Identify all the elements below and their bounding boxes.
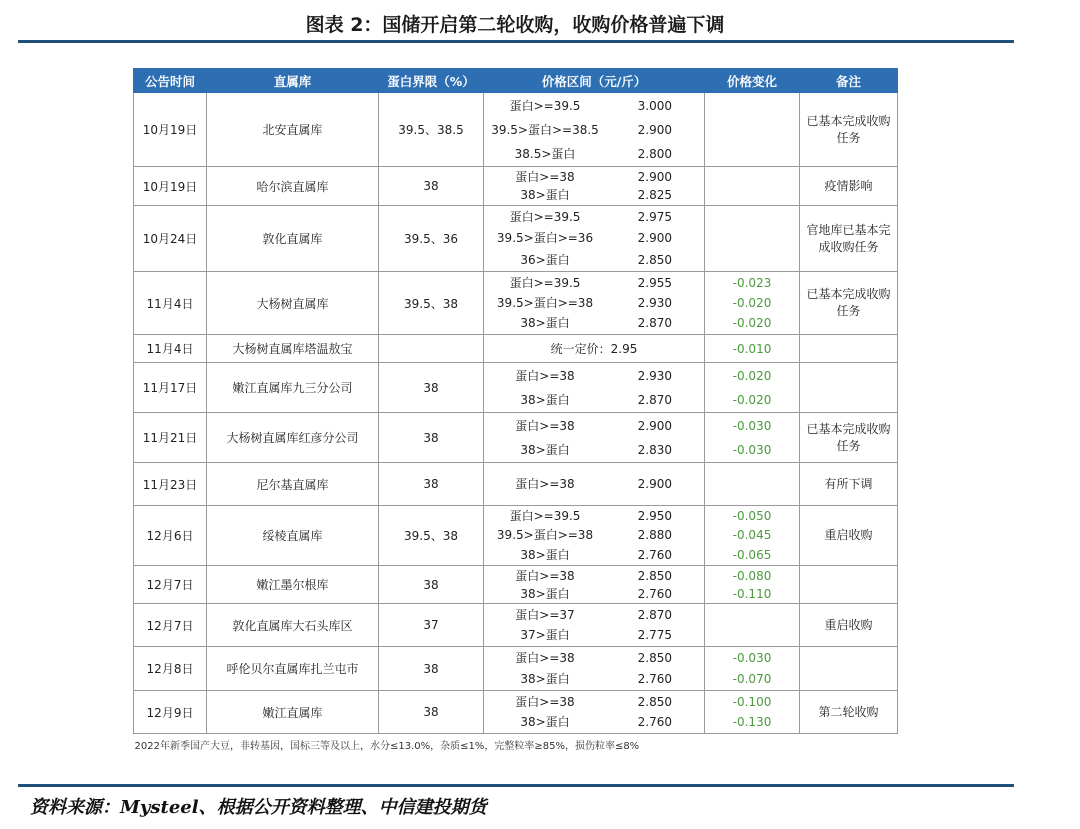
price-value: 2.955 <box>637 275 672 290</box>
cell-date: 11月17日 <box>134 363 207 413</box>
top-rule <box>18 40 1014 43</box>
cell-depot: 嫩江直属库 <box>207 691 379 734</box>
cell-price-change <box>705 566 800 604</box>
cell-depot: 尼尔基直属库 <box>207 463 379 506</box>
price-change-value: -0.030 <box>732 651 772 665</box>
cell-note: 第二轮收购 <box>800 691 898 734</box>
cell-date: 12月9日 <box>134 691 207 734</box>
footnote-row <box>134 734 898 756</box>
price-value: 2.850 <box>637 651 672 665</box>
cell-price-change <box>705 506 800 566</box>
table-row <box>134 93 898 167</box>
cell-price-range <box>484 272 705 335</box>
cell-protein: 38 <box>379 566 484 604</box>
cell-depot: 北安直属库 <box>207 93 379 167</box>
price-value: 2.900 <box>637 418 672 433</box>
cell-price-range <box>484 463 705 506</box>
cell-note <box>800 566 898 604</box>
price-condition: 39.5>蛋白>=38 <box>496 528 594 543</box>
price-change-value: -0.020 <box>732 295 772 310</box>
price-condition: 39.5>蛋白>=38 <box>496 295 594 310</box>
table-row <box>134 206 898 272</box>
price-value: 2.880 <box>637 528 672 543</box>
cell-protein: 38 <box>379 463 484 506</box>
cell-price-change <box>705 335 800 363</box>
price-condition: 蛋白>=38 <box>515 169 575 184</box>
cell-protein: 39.5、36 <box>379 206 484 272</box>
cell-price-change <box>705 413 800 463</box>
bottom-rule <box>18 784 1014 787</box>
cell-price-range <box>484 335 705 363</box>
header-note: 备注 <box>800 69 898 93</box>
price-value: 2.900 <box>637 477 672 491</box>
cell-price-change <box>705 691 800 734</box>
cell-date: 12月6日 <box>134 506 207 566</box>
cell-date: 11月4日 <box>134 272 207 335</box>
price-change-value: -0.050 <box>732 509 772 524</box>
price-value: 2.850 <box>637 252 672 267</box>
price-change-value: -0.065 <box>732 547 772 562</box>
price-change-value: -0.100 <box>732 694 772 709</box>
price-condition: 38.5>蛋白 <box>514 146 576 161</box>
price-condition: 38>蛋白 <box>520 672 570 686</box>
price-condition: 38>蛋白 <box>520 188 570 203</box>
price-condition: 39.5>蛋白>=38.5 <box>491 122 599 137</box>
cell-protein: 38 <box>379 167 484 206</box>
price-change-value: -0.045 <box>732 528 772 543</box>
price-condition: 蛋白>=38 <box>515 477 575 491</box>
figure-title: 图表 2：国储开启第二轮收购，收购价格普遍下调 <box>305 14 725 36</box>
cell-protein <box>379 335 484 363</box>
price-value: 2.900 <box>637 122 672 137</box>
price-change-value: -0.070 <box>732 672 772 686</box>
price-change-value: -0.023 <box>732 275 772 290</box>
cell-note: 已基本完成收购任务 <box>800 272 898 335</box>
cell-depot: 绥棱直属库 <box>207 506 379 566</box>
table-body <box>134 93 898 734</box>
price-condition: 蛋白>=39.5 <box>509 210 581 225</box>
cell-protein: 39.5、38 <box>379 506 484 566</box>
cell-protein: 38 <box>379 691 484 734</box>
price-condition: 36>蛋白 <box>520 252 570 267</box>
cell-price-range <box>484 93 705 167</box>
price-condition: 蛋白>=38 <box>515 694 575 709</box>
price-condition: 38>蛋白 <box>520 715 570 730</box>
cell-date: 12月7日 <box>134 604 207 647</box>
cell-note: 已基本完成收购任务 <box>800 413 898 463</box>
price-value: 2.900 <box>637 169 672 184</box>
cell-price-change <box>705 93 800 167</box>
price-condition: 蛋白>=38 <box>515 568 575 583</box>
cell-date: 10月24日 <box>134 206 207 272</box>
cell-price-change <box>705 647 800 691</box>
price-value: 2.870 <box>637 607 672 622</box>
cell-depot: 敦化直属库 <box>207 206 379 272</box>
cell-protein: 38 <box>379 363 484 413</box>
cell-note: 疫情影响 <box>800 167 898 206</box>
price-value: 2.830 <box>637 442 672 457</box>
price-value: 2.950 <box>637 509 672 524</box>
cell-price-range <box>484 167 705 206</box>
cell-depot: 大杨树直属库 <box>207 272 379 335</box>
header-protein: 蛋白界限（%） <box>379 69 484 93</box>
price-change-value: -0.030 <box>732 418 772 433</box>
cell-date: 11月21日 <box>134 413 207 463</box>
cell-date: 11月4日 <box>134 335 207 363</box>
price-condition: 蛋白>=39.5 <box>509 98 581 113</box>
price-condition: 蛋白>=38 <box>515 651 575 665</box>
purchase-table-wrap <box>133 68 897 755</box>
price-value: 2.930 <box>637 295 672 310</box>
price-change-value: -0.110 <box>732 586 772 601</box>
price-change-value: -0.080 <box>732 568 772 583</box>
price-condition: 38>蛋白 <box>520 442 570 457</box>
header-date: 公告时间 <box>134 69 207 93</box>
cell-date: 10月19日 <box>134 167 207 206</box>
table-row <box>134 363 898 413</box>
table-row <box>134 604 898 647</box>
cell-note <box>800 647 898 691</box>
purchase-table <box>133 68 898 755</box>
price-condition: 37>蛋白 <box>520 628 570 643</box>
price-value: 2.760 <box>637 547 672 562</box>
price-change-value: -0.020 <box>732 316 772 331</box>
price-value: 2.850 <box>637 694 672 709</box>
price-value: 2.850 <box>637 568 672 583</box>
footnote: 2022年新季国产大豆，非转基因，国标三等及以上，水分≤13.0%，杂质≤1%，完整粒率≥85%，损伤粒率≤8% <box>134 741 640 752</box>
cell-protein: 39.5、38 <box>379 272 484 335</box>
price-change-value: -0.020 <box>732 392 772 407</box>
cell-depot: 呼伦贝尔直属库扎兰屯市 <box>207 647 379 691</box>
cell-price-change <box>705 363 800 413</box>
table-row <box>134 463 898 506</box>
cell-depot: 大杨树直属库塔温敖宝 <box>207 335 379 363</box>
price-value: 2.800 <box>637 146 672 161</box>
table-row <box>134 566 898 604</box>
table-row <box>134 691 898 734</box>
cell-date: 10月19日 <box>134 93 207 167</box>
cell-note: 官地库已基本完成收购任务 <box>800 206 898 272</box>
cell-date: 12月8日 <box>134 647 207 691</box>
cell-price-change <box>705 604 800 647</box>
price-change-value: -0.030 <box>732 442 772 457</box>
cell-note: 有所下调 <box>800 463 898 506</box>
cell-price-change <box>705 272 800 335</box>
price-condition: 38>蛋白 <box>520 547 570 562</box>
cell-date: 12月7日 <box>134 566 207 604</box>
cell-price-range <box>484 604 705 647</box>
cell-depot: 大杨树直属库红彦分公司 <box>207 413 379 463</box>
cell-price-range <box>484 363 705 413</box>
header-depot: 直属库 <box>207 69 379 93</box>
price-value: 2.930 <box>637 368 672 383</box>
price-change-value: -0.010 <box>732 341 772 356</box>
cell-depot: 嫩江墨尔根库 <box>207 566 379 604</box>
cell-protein: 37 <box>379 604 484 647</box>
cell-note: 重启收购 <box>800 506 898 566</box>
header-price-change: 价格变化 <box>705 69 800 93</box>
cell-date: 11月23日 <box>134 463 207 506</box>
table-row <box>134 647 898 691</box>
price-condition: 蛋白>=39.5 <box>509 509 581 524</box>
price-value: 2.975 <box>637 210 672 225</box>
header-price-range: 价格区间（元/斤） <box>484 69 705 93</box>
cell-note: 已基本完成收购任务 <box>800 93 898 167</box>
price-condition: 蛋白>=38 <box>515 418 575 433</box>
cell-price-range <box>484 691 705 734</box>
price-change-value: -0.020 <box>732 368 772 383</box>
cell-depot: 敦化直属库大石头库区 <box>207 604 379 647</box>
table-row <box>134 413 898 463</box>
price-value: 2.870 <box>637 392 672 407</box>
cell-price-change <box>705 206 800 272</box>
price-change-value: -0.130 <box>732 715 772 730</box>
cell-price-change <box>705 167 800 206</box>
table-row <box>134 167 898 206</box>
price-condition: 蛋白>=38 <box>515 368 575 383</box>
cell-note: 重启收购 <box>800 604 898 647</box>
price-value: 2.760 <box>637 672 672 686</box>
price-value: 3.000 <box>637 98 672 113</box>
cell-price-range <box>484 506 705 566</box>
price-condition: 39.5>蛋白>=36 <box>496 231 594 246</box>
price-condition: 38>蛋白 <box>520 392 570 407</box>
price-value: 2.775 <box>637 628 672 643</box>
header-row <box>134 69 898 93</box>
cell-note <box>800 363 898 413</box>
price-value: 2.900 <box>637 231 672 246</box>
price-value: 2.870 <box>637 316 672 331</box>
table-row <box>134 272 898 335</box>
cell-protein: 38 <box>379 647 484 691</box>
cell-price-range <box>484 566 705 604</box>
price-value: 2.760 <box>637 715 672 730</box>
price-condition: 蛋白>=39.5 <box>509 275 581 290</box>
table-row <box>134 335 898 363</box>
cell-note <box>800 335 898 363</box>
price-value: 2.760 <box>637 586 672 601</box>
cell-depot: 嫩江直属库九三分公司 <box>207 363 379 413</box>
price-condition: 38>蛋白 <box>520 586 570 601</box>
cell-price-range <box>484 206 705 272</box>
price-value: 2.825 <box>637 188 672 203</box>
cell-price-range <box>484 413 705 463</box>
cell-protein: 38 <box>379 413 484 463</box>
price-unified: 统一定价：2.95 <box>550 341 638 356</box>
price-condition: 蛋白>=37 <box>515 607 575 622</box>
cell-price-range <box>484 647 705 691</box>
cell-depot: 哈尔滨直属库 <box>207 167 379 206</box>
cell-protein: 39.5、38.5 <box>379 93 484 167</box>
table-row <box>134 506 898 566</box>
source-note: 资料来源：Mysteel、根据公开资料整理、中信建投期货 <box>30 797 487 818</box>
price-condition: 38>蛋白 <box>520 316 570 331</box>
cell-price-change <box>705 463 800 506</box>
